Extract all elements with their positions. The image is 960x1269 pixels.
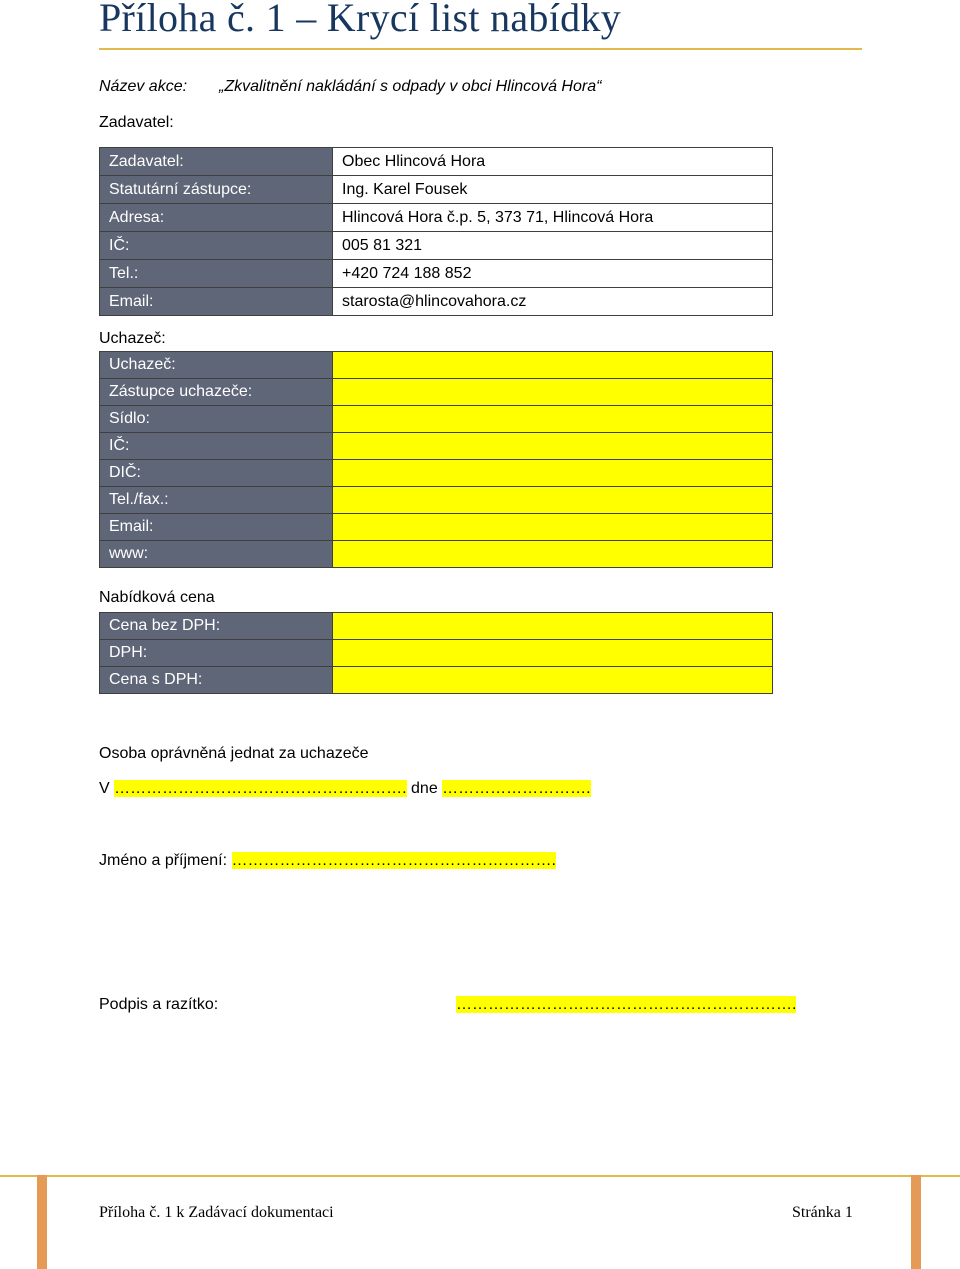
table-row (100, 288, 773, 316)
signature-field[interactable] (456, 996, 796, 1014)
table-row (100, 379, 773, 406)
row-value: starosta@hlincovahora.cz (333, 288, 773, 316)
row-label: Cena s DPH: (100, 667, 333, 694)
bidder-heading: Uchazeč: (99, 330, 166, 347)
row-label: Uchazeč: (100, 352, 333, 379)
table-row (100, 460, 773, 487)
table-row (100, 514, 773, 541)
row-label: Statutární zástupce: (100, 176, 333, 204)
row-label: Email: (100, 288, 333, 316)
row-label: Zástupce uchazeče: (100, 379, 333, 406)
action-name-label: Název akce: (99, 78, 188, 95)
table-row (100, 176, 773, 204)
place-prefix: V (99, 780, 115, 797)
row-label: Email: (100, 514, 333, 541)
name-field[interactable]: ……………………………………………………. (231, 852, 556, 869)
bidder-www-field[interactable] (333, 541, 773, 568)
price-table (99, 612, 773, 694)
row-label: Tel./fax.: (100, 487, 333, 514)
row-label: Sídlo: (100, 406, 333, 433)
table-row (100, 640, 773, 667)
title-divider (99, 48, 862, 50)
name-label: Jméno a příjmení: (99, 852, 232, 869)
bidder-ic-field[interactable] (333, 433, 773, 460)
signature-dots: ………………………………………………………. (456, 996, 797, 1013)
contracting-authority-heading: Zadavatel: (99, 114, 174, 131)
footer-divider (0, 1175, 960, 1177)
authorized-person-heading: Osoba oprávněná jednat za uchazeče (99, 745, 369, 762)
row-label: DPH: (100, 640, 333, 667)
row-label: Cena bez DPH: (100, 613, 333, 640)
bidder-name-field[interactable] (333, 352, 773, 379)
price-with-vat-field[interactable] (333, 667, 773, 694)
name-line (99, 852, 556, 870)
table-row (100, 613, 773, 640)
table-row (100, 260, 773, 288)
bidder-seat-field[interactable] (333, 406, 773, 433)
row-label: Zadavatel: (100, 148, 333, 176)
row-value: 005 81 321 (333, 232, 773, 260)
bidder-phone-field[interactable] (333, 487, 773, 514)
date-label: dne (406, 780, 443, 797)
bidder-representative-field[interactable] (333, 379, 773, 406)
table-row (100, 541, 773, 568)
table-row (100, 352, 773, 379)
footer-right-bar (911, 1175, 921, 1269)
row-value: Obec Hlincová Hora (333, 148, 773, 176)
table-row (100, 667, 773, 694)
table-row (100, 204, 773, 232)
row-label: www: (100, 541, 333, 568)
page-title: Příloha č. 1 – Krycí list nabídky (99, 0, 622, 40)
contracting-authority-table (99, 147, 773, 316)
footer-page-number: Stránka 1 (792, 1204, 853, 1221)
footer-document-name: Příloha č. 1 k Zadávací dokumentaci (99, 1204, 334, 1221)
row-label: IČ: (100, 433, 333, 460)
date-field[interactable]: ………………………. (442, 780, 591, 797)
bidder-dic-field[interactable] (333, 460, 773, 487)
place-date-line (99, 780, 591, 798)
place-field[interactable]: ………………………………………………. (114, 780, 407, 797)
bidder-email-field[interactable] (333, 514, 773, 541)
price-without-vat-field[interactable] (333, 613, 773, 640)
row-value: Hlincová Hora č.p. 5, 373 71, Hlincová Hora (333, 204, 773, 232)
row-label: Tel.: (100, 260, 333, 288)
signature-label: Podpis a razítko: (99, 996, 219, 1013)
vat-field[interactable] (333, 640, 773, 667)
row-label: Adresa: (100, 204, 333, 232)
action-name-value: „Zkvalitnění nakládání s odpady v obci Hlincová Hora“ (219, 78, 602, 95)
table-row (100, 406, 773, 433)
table-row (100, 148, 773, 176)
bidder-table (99, 351, 773, 568)
table-row (100, 232, 773, 260)
row-label: IČ: (100, 232, 333, 260)
row-value: Ing. Karel Fousek (333, 176, 773, 204)
row-label: DIČ: (100, 460, 333, 487)
table-row (100, 433, 773, 460)
price-heading: Nabídková cena (99, 589, 215, 606)
row-value: +420 724 188 852 (333, 260, 773, 288)
table-row (100, 487, 773, 514)
footer-left-bar (37, 1175, 47, 1269)
